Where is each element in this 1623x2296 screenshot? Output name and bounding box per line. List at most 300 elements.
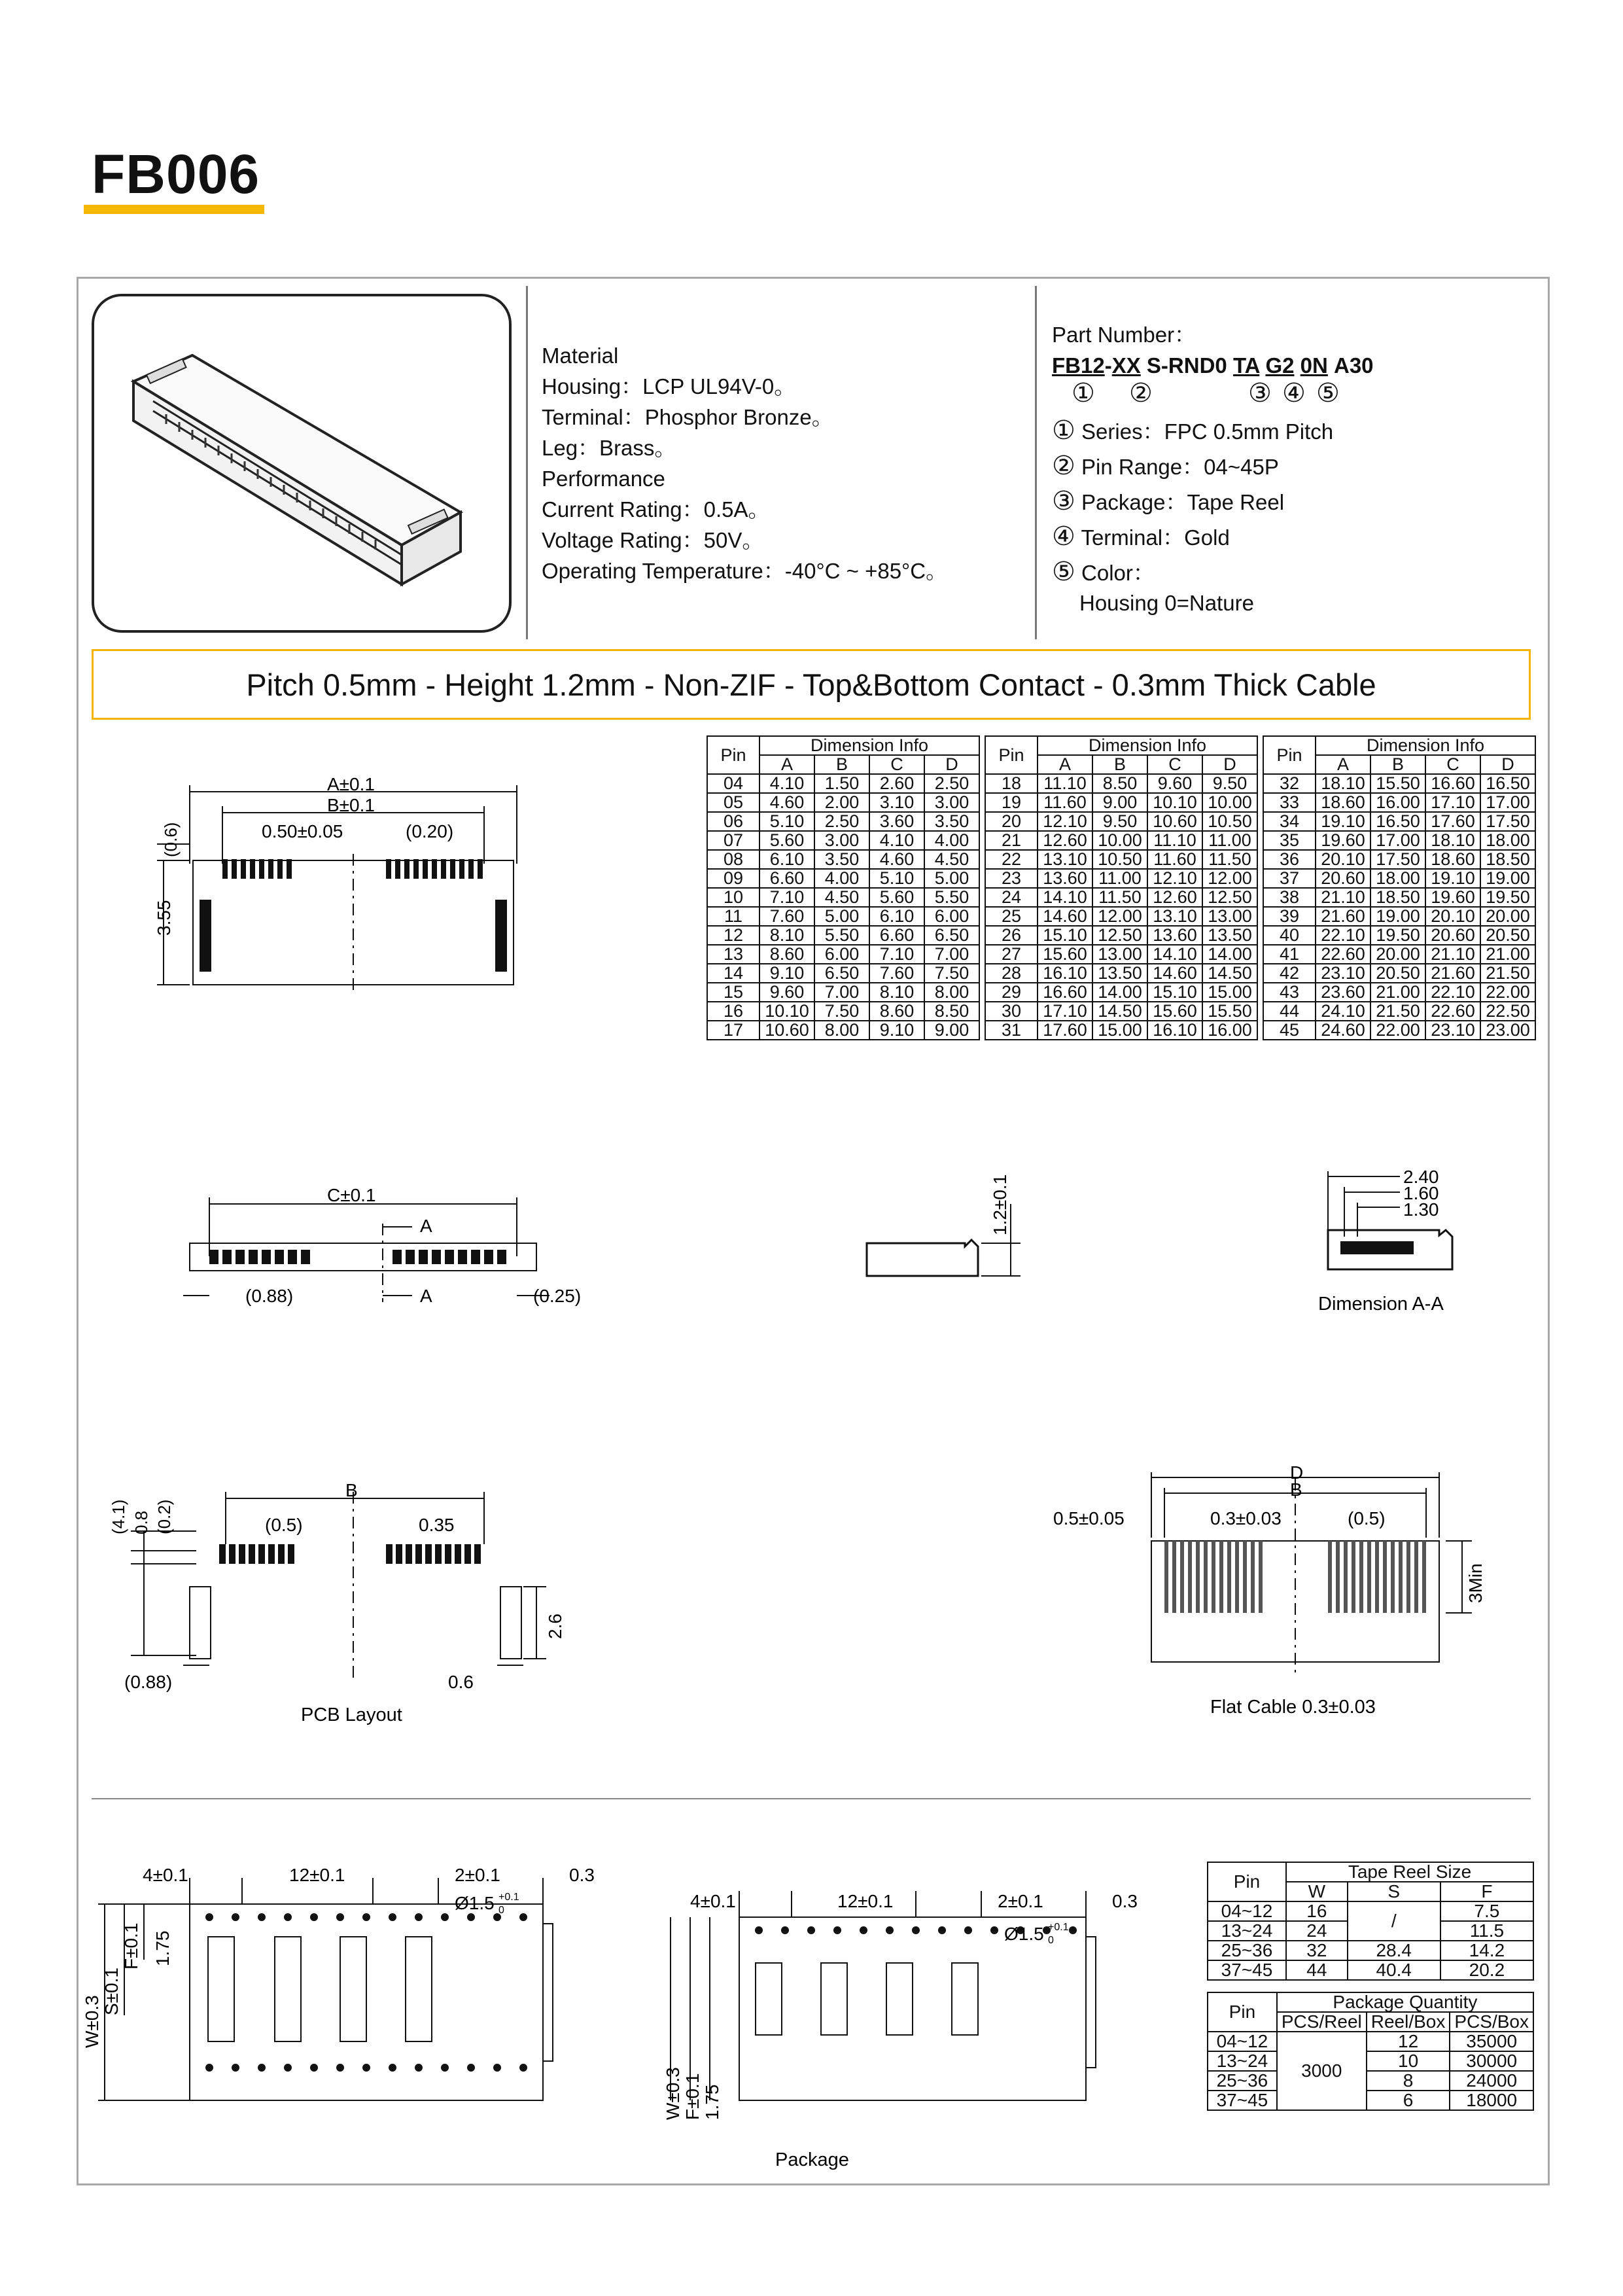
table-cell: 8.10 [759,926,814,945]
part-number-code [1052,350,1374,381]
table-cell: 15.60 [1038,945,1092,964]
table-row [1263,850,1535,869]
dim-088: (0.88) [245,1286,294,1306]
table-cell: 12.00 [1202,869,1257,888]
table-cell: 13~24 [1208,2051,1277,2071]
table-row [985,907,1257,926]
table-row [707,831,979,850]
voltage-rating: Voltage Rating：50V。 [542,528,764,552]
pn-pins: XX [1111,353,1141,378]
table-cell: 13.50 [1092,964,1147,983]
table-cell: 3.10 [869,793,924,812]
table-cell: 9.60 [759,983,814,1002]
table-cell: 12.60 [1038,831,1092,850]
table-row [707,983,979,1002]
table-cell: 10.10 [1147,793,1202,812]
table-cell: 12 [1367,2032,1450,2051]
table-cell: 7.50 [814,1002,869,1021]
table-cell: 14.50 [1202,964,1257,983]
table-cell: 15.60 [1147,1002,1202,1021]
dimension-table-2 [985,735,1258,1040]
current-rating: Current Rating：0.5A。 [542,497,770,521]
table-row [985,831,1257,850]
table-cell: 19.60 [1425,888,1480,907]
tape-dim-4: 4±0.1 [143,1865,188,1885]
table-cell: 14.60 [1147,964,1202,983]
table-cell: 5.60 [869,888,924,907]
table-cell: 06 [707,812,759,831]
table-cell: 21.60 [1316,907,1370,926]
table-cell: 11.10 [1038,774,1092,793]
table-cell: 32 [1263,774,1316,793]
table-cell: 12.00 [1092,907,1147,926]
tape-dim-w: W±0.3 [82,1995,102,2048]
marker-2: ② [1129,379,1153,408]
tape-hole-tol-dn: 0 [498,1905,504,1916]
table-cell: 11 [707,907,759,926]
table-cell: 16.50 [1480,774,1535,793]
table-cell: 22.10 [1316,926,1370,945]
table-cell: 05 [707,793,759,812]
table-cell: 15.10 [1147,983,1202,1002]
table-cell: 18.50 [1480,850,1535,869]
table-cell: 08 [707,850,759,869]
dim-020: (0.20) [406,821,454,841]
table-cell: 14.00 [1092,983,1147,1002]
dimension-info-header: Dimension Info [759,736,979,755]
part-number-label: Part Number： [1052,323,1196,347]
table-cell: 41 [1263,945,1316,964]
table-cell: 7.00 [814,983,869,1002]
table-row [1208,1901,1533,1921]
table-cell: 45 [1263,1021,1316,1040]
table-cell: 19.10 [1425,869,1480,888]
table-row [985,774,1257,793]
table-row [1263,1002,1535,1021]
col-header: PCS/Reel [1277,2012,1367,2032]
table-cell: 5.10 [869,869,924,888]
table-cell: 7.00 [924,945,979,964]
table-row [1263,983,1535,1002]
table-cell: 8.50 [924,1002,979,1021]
table-cell: 18.60 [1425,850,1480,869]
table-cell: 6.50 [924,926,979,945]
package-quantity-table [1207,1992,1534,2111]
table-cell: 8.60 [869,1002,924,1021]
table-cell: 20.50 [1480,926,1535,945]
table-cell: 16.10 [1147,1021,1202,1040]
table-cell: 10.00 [1092,831,1147,850]
spec-divider [1035,286,1037,639]
table-row [1263,774,1535,793]
table-cell: 9.50 [1092,812,1147,831]
table-cell: 18.00 [1370,869,1425,888]
table-cell: 28 [985,964,1038,983]
dimension-info-header: Dimension Info [1316,736,1535,755]
pn-terminal: G2 [1265,353,1295,378]
dim-130: 1.30 [1403,1199,1439,1220]
table-cell: 19.00 [1370,907,1425,926]
table-cell: 17.60 [1425,812,1480,831]
tape-hole: Ø1.5 [455,1893,495,1913]
table-cell: 9.50 [1202,774,1257,793]
table-cell: 14.50 [1092,1002,1147,1021]
table-cell: 4.00 [924,831,979,850]
table-cell: 11.60 [1147,850,1202,869]
section-mark-top: A [420,1216,432,1236]
table-cell: 3.50 [814,850,869,869]
table-cell: 22.60 [1425,1002,1480,1021]
table-cell: 35000 [1450,2032,1533,2051]
table-cell: 9.10 [869,1021,924,1040]
marker-3: ③ [1248,379,1272,408]
table-cell: 37~45 [1208,1960,1286,1980]
table-cell: 4.60 [759,793,814,812]
tape-drawing-package [641,1865,1164,2172]
table-cell: 18000 [1450,2091,1533,2110]
material-heading: Material [542,344,619,368]
product-image [92,294,512,633]
table-row [985,964,1257,983]
col-header-b: B [1370,755,1425,774]
table-cell: 11.60 [1038,793,1092,812]
table-cell: 13.00 [1202,907,1257,926]
table-cell: 4.50 [814,888,869,907]
table-cell: 22.60 [1316,945,1370,964]
table-row [707,812,979,831]
table-row [1208,2071,1533,2091]
table-cell: 3.00 [814,831,869,850]
col-header-b: B [814,755,869,774]
terminal-line: ④ Terminal：Gold [1052,522,1230,551]
pin-header: Pin [1208,1992,1277,2032]
table-row [707,793,979,812]
table-cell: 13 [707,945,759,964]
table-cell: 5.00 [814,907,869,926]
table-row [707,888,979,907]
col-header-a: A [759,755,814,774]
table-cell: 13.00 [1092,945,1147,964]
cable-dim-b: B [1290,1479,1302,1500]
pcb-dim-26: 2.6 [545,1614,565,1639]
cable-dim-pitch: 0.5±0.05 [1053,1508,1125,1528]
col-header: Reel/Box [1367,2012,1450,2032]
table-cell: 12.60 [1147,888,1202,907]
flat-cable-drawing [1053,1462,1550,1727]
table-cell: 10.60 [1147,812,1202,831]
tape-dim-03: 0.3 [569,1865,595,1885]
table-cell: 30 [985,1002,1038,1021]
table-cell: 37 [1263,869,1316,888]
table-cell: 29 [985,983,1038,1002]
tape-dim-12: 12±0.1 [289,1865,345,1885]
table-row [1208,2051,1533,2071]
table-cell: 21.10 [1425,945,1480,964]
table-row [985,983,1257,1002]
cable-title: Flat Cable 0.3±0.03 [1210,1697,1376,1718]
table-cell: 7.5 [1440,1901,1533,1921]
table-cell: 04~12 [1208,2032,1277,2051]
table-cell: 12 [707,926,759,945]
title-underline [84,205,264,214]
feature-banner: Pitch 0.5mm - Height 1.2mm - Non-ZIF - Top&Bottom Contact - 0.3mm Thick Cable [92,649,1531,720]
dim-240: 2.40 [1403,1167,1439,1187]
table-cell: 35 [1263,831,1316,850]
table-row [707,964,979,983]
page-title: FB006 [92,143,260,205]
table-cell: 20.60 [1425,926,1480,945]
table-cell: 21.00 [1370,983,1425,1002]
pkg-dim-03: 0.3 [1112,1891,1138,1911]
table-cell: 3.60 [869,812,924,831]
table-cell: 17 [707,1021,759,1040]
table-row [707,869,979,888]
table-row [1208,1960,1533,1980]
table-cell: 10 [1367,2051,1450,2071]
pkg-dim-12: 12±0.1 [837,1891,894,1911]
table-cell: 4.00 [814,869,869,888]
table-row [707,1002,979,1021]
table-cell: 24.60 [1316,1021,1370,1040]
col-header-d: D [1480,755,1535,774]
table-cell: 18.60 [1316,793,1370,812]
table-cell: 11.10 [1147,831,1202,850]
table-cell: 11.5 [1440,1921,1533,1941]
table-cell: 17.00 [1370,831,1425,850]
pkg-dim-w: W±0.3 [663,2067,683,2120]
table-cell: 38 [1263,888,1316,907]
tape-drawing-top [82,1852,595,2113]
table-cell: 17.10 [1425,793,1480,812]
table-cell: 7.10 [759,888,814,907]
series-line: ① Series：FPC 0.5mm Pitch [1052,416,1334,445]
table-cell: 18.50 [1370,888,1425,907]
table-cell: 14.00 [1202,945,1257,964]
table-cell: 17.50 [1370,850,1425,869]
pin-header: Pin [1263,736,1316,774]
terminal-spec: Terminal：Phosphor Bronze。 [542,405,833,429]
table-row [707,774,979,793]
col-header-c: C [869,755,924,774]
table-cell: 8 [1367,2071,1450,2091]
col-header: F [1440,1882,1533,1901]
table-cell: 6.00 [814,945,869,964]
col-header-c: C [1425,755,1480,774]
table-cell: 10 [707,888,759,907]
table-cell: 6.10 [869,907,924,926]
table-cell: 15.10 [1038,926,1092,945]
table-row [985,1002,1257,1021]
tape-dim-2: 2±0.1 [455,1865,500,1885]
pn-suffix: A30 [1334,353,1374,378]
table-cell: 44 [1286,1960,1348,1980]
table-cell: 10.00 [1202,793,1257,812]
table-cell: 24 [985,888,1038,907]
section-divider [92,1798,1531,1799]
col-header-d: D [924,755,979,774]
package-quantity-header: Package Quantity [1277,1992,1533,2012]
pn-dash: - [1104,353,1112,378]
table-cell: / [1348,1901,1440,1941]
pkg-dim-2: 2±0.1 [998,1891,1043,1911]
table-cell: 9.60 [1147,774,1202,793]
top-view-drawing [150,772,543,1008]
tape-reel-size-table [1207,1862,1534,1981]
table-cell: 25 [985,907,1038,926]
col-header-c: C [1147,755,1202,774]
table-cell: 28.4 [1348,1941,1440,1960]
pkg-hole: Ø1.5 [1004,1924,1044,1944]
table-cell: 21 [985,831,1038,850]
table-cell: 4.10 [869,831,924,850]
table-row [1263,964,1535,983]
table-cell: 13.10 [1038,850,1092,869]
table-cell: 33 [1263,793,1316,812]
table-cell: 2.00 [814,793,869,812]
table-cell: 04~12 [1208,1901,1286,1921]
marker-4: ④ [1282,379,1306,408]
table-cell: 10.50 [1202,812,1257,831]
marker-5: ⑤ [1316,379,1340,408]
table-cell: 4.60 [869,850,924,869]
table-cell: 10.50 [1092,850,1147,869]
table-cell: 34 [1263,812,1316,831]
table-cell: 44 [1263,1002,1316,1021]
pn-package: TA [1232,353,1260,378]
table-cell: 23.10 [1316,964,1370,983]
table-row [985,812,1257,831]
table-cell: 19.50 [1480,888,1535,907]
table-cell: 24.10 [1316,1002,1370,1021]
table-cell: 21.50 [1480,964,1535,983]
table-cell: 18.10 [1316,774,1370,793]
table-cell: 7.50 [924,964,979,983]
package-title: Package [775,2149,849,2170]
col-header-d: D [1202,755,1257,774]
material-specs [542,340,947,586]
cable-dim-3min: 3Min [1465,1563,1486,1603]
table-cell: 19.00 [1480,869,1535,888]
table-cell: 09 [707,869,759,888]
table-cell: 4.50 [924,850,979,869]
pn-series: FB12 [1052,353,1105,378]
table-cell: 20.00 [1480,907,1535,926]
section-mark-bottom: A [420,1286,432,1306]
pcb-dim-41: (4.1) [109,1499,128,1534]
table-row [707,926,979,945]
pn-mid: S-RND0 [1146,353,1227,378]
table-row [1263,831,1535,850]
table-cell: 19.60 [1316,831,1370,850]
dim-pitch: 0.50±0.05 [262,821,343,841]
table-row [707,945,979,964]
table-row [1263,869,1535,888]
table-cell: 6 [1367,2091,1450,2110]
table-cell: 6.50 [814,964,869,983]
pcb-dim-02: (0.2) [154,1499,174,1534]
table-cell: 14.2 [1440,1941,1533,1960]
pkg-dim-175: 1.75 [702,2084,722,2120]
table-row [1208,1941,1533,1960]
table-cell: 7.10 [869,945,924,964]
operating-temperature: Operating Temperature：-40°C ~ +85°C。 [542,559,948,583]
table-cell: 6.10 [759,850,814,869]
table-cell: 6.00 [924,907,979,926]
table-cell: 43 [1263,983,1316,1002]
pkg-hole-tol-up: +0.1 [1048,1922,1069,1933]
table-cell: 39 [1263,907,1316,926]
table-cell: 24000 [1450,2071,1533,2091]
table-cell: 11.50 [1202,850,1257,869]
table-cell: 37~45 [1208,2091,1277,2110]
dim-025: (0.25) [533,1286,582,1306]
pkg-hole-tol-dn: 0 [1048,1935,1054,1946]
table-cell: 8.00 [924,983,979,1002]
col-header-a: A [1316,755,1370,774]
table-cell: 12.10 [1147,869,1202,888]
table-cell: 12.10 [1038,812,1092,831]
table-cell: 11.00 [1092,869,1147,888]
table-cell: 5.50 [814,926,869,945]
pcs-per-reel: 3000 [1277,2032,1367,2110]
pin-header: Pin [707,736,759,774]
table-cell: 9.00 [924,1021,979,1040]
table-cell: 21.50 [1370,1002,1425,1021]
table-cell: 19 [985,793,1038,812]
pcb-dim-08: 0.8 [131,1510,151,1534]
table-cell: 22.50 [1480,1002,1535,1021]
table-row [985,888,1257,907]
section-view-drawing [1315,1165,1485,1322]
table-cell: 20.50 [1370,964,1425,983]
table-cell: 23.00 [1480,1021,1535,1040]
performance-heading: Performance [542,467,665,491]
leg-spec: Leg：Brass。 [542,436,676,460]
tape-reel-header: Tape Reel Size [1286,1862,1533,1882]
table-cell: 40 [1263,926,1316,945]
pcb-title: PCB Layout [301,1704,402,1725]
col-header: S [1348,1882,1440,1901]
table-cell: 22.10 [1425,983,1480,1002]
side-view-drawing [857,1165,1027,1296]
table-cell: 3.00 [924,793,979,812]
table-row [1208,2091,1533,2110]
table-row [1263,926,1535,945]
table-cell: 2.50 [814,812,869,831]
dim-160: 1.60 [1403,1183,1439,1203]
table-cell: 23.10 [1425,1021,1480,1040]
table-row [985,793,1257,812]
table-cell: 13.50 [1202,926,1257,945]
col-header-b: B [1092,755,1147,774]
table-cell: 21.00 [1480,945,1535,964]
table-cell: 14.10 [1147,945,1202,964]
table-cell: 12.50 [1092,926,1147,945]
tape-dim-175: 1.75 [152,1930,173,1966]
tape-dim-s: S±0.1 [101,1968,122,2015]
color-value: Housing 0=Nature [1079,591,1254,615]
table-cell: 9.10 [759,964,814,983]
table-cell: 6.60 [869,926,924,945]
table-cell: 18 [985,774,1038,793]
table-cell: 19.50 [1370,926,1425,945]
table-cell: 04 [707,774,759,793]
dim-355: 3.55 [154,900,174,936]
table-cell: 22.00 [1370,1021,1425,1040]
table-cell: 16.60 [1038,983,1092,1002]
table-cell: 5.00 [924,869,979,888]
cable-dim-05: (0.5) [1348,1508,1386,1528]
